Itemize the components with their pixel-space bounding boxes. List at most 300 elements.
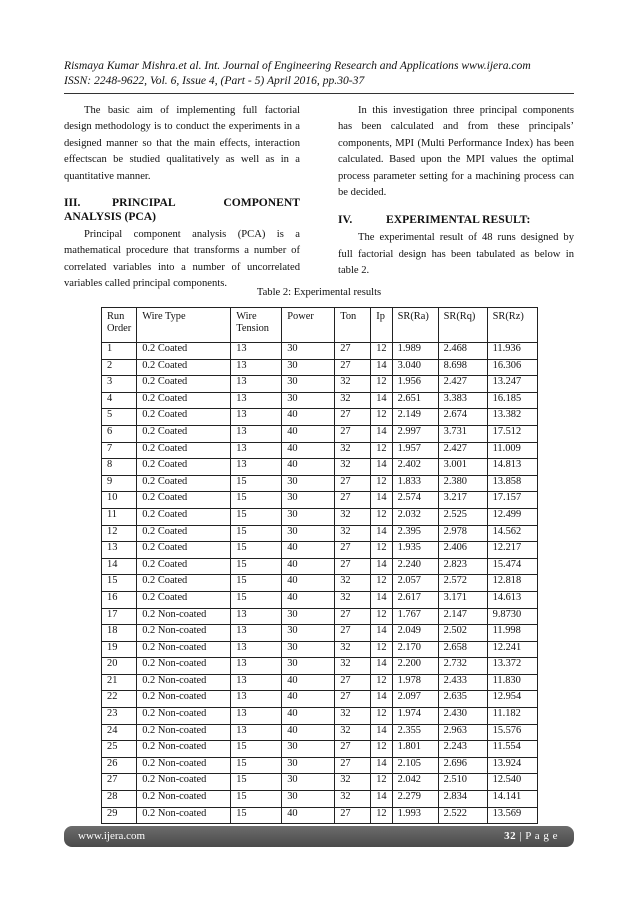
wire-tension-cell: 13	[231, 376, 282, 393]
run-order-cell: 16	[102, 591, 137, 608]
ip-cell: 14	[371, 359, 392, 376]
ton-cell: 27	[335, 492, 371, 509]
sr-rz-cell: 12.818	[487, 575, 537, 592]
table-row	[102, 724, 538, 741]
run-order-cell: 3	[102, 376, 137, 393]
ton-cell: 32	[335, 575, 371, 592]
ip-cell: 14	[371, 459, 392, 476]
ton-cell: 27	[335, 674, 371, 691]
wire-type-cell: 0.2 Coated	[137, 359, 231, 376]
section-title: EXPERIMENTAL RESULT:	[386, 213, 531, 227]
sr-rq-cell: 2.963	[438, 724, 487, 741]
power-cell: 30	[282, 625, 335, 642]
sr-rq-cell: 2.572	[438, 575, 487, 592]
power-cell: 40	[282, 575, 335, 592]
sr-rq-cell: 2.510	[438, 774, 487, 791]
run-order-cell: 25	[102, 741, 137, 758]
wire-type-cell: 0.2 Non-coated	[137, 674, 231, 691]
ip-cell: 14	[371, 525, 392, 542]
run-order-cell: 4	[102, 392, 137, 409]
wire-tension-cell: 15	[231, 591, 282, 608]
ton-cell: 27	[335, 741, 371, 758]
sr-ra-cell: 2.200	[392, 658, 438, 675]
wire-type-cell: 0.2 Coated	[137, 409, 231, 426]
header-wire-type: Wire Type	[137, 308, 231, 343]
sr-rz-cell: 13.247	[487, 376, 537, 393]
table-row	[102, 359, 538, 376]
sr-ra-cell: 1.978	[392, 674, 438, 691]
power-cell: 30	[282, 658, 335, 675]
sr-rq-cell: 3.171	[438, 591, 487, 608]
footer-url: www.ijera.com	[78, 830, 146, 842]
sr-rq-cell: 2.525	[438, 508, 487, 525]
sr-rz-cell: 15.576	[487, 724, 537, 741]
run-order-cell: 17	[102, 608, 137, 625]
ip-cell: 12	[371, 409, 392, 426]
table-row	[102, 774, 538, 791]
power-cell: 40	[282, 674, 335, 691]
section-number: III.	[64, 196, 81, 210]
sr-ra-cell: 1.974	[392, 708, 438, 725]
table-row	[102, 442, 538, 459]
sr-rq-cell: 2.433	[438, 674, 487, 691]
table-body	[102, 343, 538, 824]
table-row	[102, 674, 538, 691]
sr-rz-cell: 14.813	[487, 459, 537, 476]
power-cell: 30	[282, 525, 335, 542]
paragraph-investigation: In this investigation three principal components has been calculated and from these principals’ components, MPI (Multi Performance Index) has been calculated. Based upon the MPI values the optimal process parameter setting for a machining process can be decided.	[338, 105, 574, 199]
power-cell: 30	[282, 741, 335, 758]
wire-tension-cell: 13	[231, 409, 282, 426]
ton-cell: 27	[335, 359, 371, 376]
ton-cell: 27	[335, 558, 371, 575]
run-order-cell: 18	[102, 625, 137, 642]
header-ton: Ton	[335, 308, 371, 343]
ton-cell: 32	[335, 525, 371, 542]
wire-tension-cell: 15	[231, 508, 282, 525]
page-footer	[64, 826, 574, 847]
ton-cell: 32	[335, 442, 371, 459]
wire-type-cell: 0.2 Coated	[137, 442, 231, 459]
sr-ra-cell: 2.042	[392, 774, 438, 791]
ton-cell: 27	[335, 409, 371, 426]
wire-tension-cell: 15	[231, 741, 282, 758]
left-column	[64, 103, 300, 293]
sr-ra-cell: 2.279	[392, 791, 438, 808]
ip-cell: 14	[371, 425, 392, 442]
run-order-cell: 7	[102, 442, 137, 459]
ton-cell: 32	[335, 708, 371, 725]
sr-ra-cell: 1.833	[392, 475, 438, 492]
sr-rq-cell: 2.430	[438, 708, 487, 725]
table-row	[102, 691, 538, 708]
table-caption: Table 2: Experimental results	[256, 287, 382, 298]
ip-cell: 12	[371, 508, 392, 525]
wire-type-cell: 0.2 Coated	[137, 392, 231, 409]
sr-ra-cell: 2.617	[392, 591, 438, 608]
wire-type-cell: 0.2 Non-coated	[137, 708, 231, 725]
sr-rq-cell: 2.468	[438, 343, 487, 360]
power-cell: 30	[282, 774, 335, 791]
wire-tension-cell: 15	[231, 757, 282, 774]
sr-rq-cell: 2.834	[438, 791, 487, 808]
power-cell: 30	[282, 392, 335, 409]
table-row	[102, 625, 538, 642]
table-row	[102, 459, 538, 476]
power-cell: 40	[282, 542, 335, 559]
power-cell: 30	[282, 608, 335, 625]
sr-rq-cell: 2.522	[438, 807, 487, 824]
sr-rz-cell: 9.8730	[487, 608, 537, 625]
run-order-cell: 24	[102, 724, 137, 741]
sr-rz-cell: 13.569	[487, 807, 537, 824]
ton-cell: 27	[335, 343, 371, 360]
sr-ra-cell: 2.240	[392, 558, 438, 575]
sr-ra-cell: 1.767	[392, 608, 438, 625]
ip-cell: 14	[371, 691, 392, 708]
power-cell: 40	[282, 708, 335, 725]
section-number: IV.	[338, 213, 353, 227]
sr-ra-cell: 1.993	[392, 807, 438, 824]
sr-rq-cell: 2.696	[438, 757, 487, 774]
table-row	[102, 492, 538, 509]
sr-rz-cell: 11.936	[487, 343, 537, 360]
table-row	[102, 591, 538, 608]
sr-ra-cell: 2.402	[392, 459, 438, 476]
power-cell: 30	[282, 508, 335, 525]
ip-cell: 12	[371, 442, 392, 459]
wire-tension-cell: 15	[231, 575, 282, 592]
table-row	[102, 542, 538, 559]
ip-cell: 14	[371, 757, 392, 774]
page-indicator	[504, 830, 558, 842]
header-sr-ra: SR(Ra)	[392, 308, 438, 343]
run-order-cell: 9	[102, 475, 137, 492]
wire-type-cell: 0.2 Non-coated	[137, 774, 231, 791]
table-row	[102, 392, 538, 409]
sr-ra-cell: 2.997	[392, 425, 438, 442]
section-heading-pca	[64, 196, 300, 224]
sr-ra-cell: 1.956	[392, 376, 438, 393]
ton-cell: 32	[335, 724, 371, 741]
wire-type-cell: 0.2 Coated	[137, 425, 231, 442]
ip-cell: 12	[371, 807, 392, 824]
sr-ra-cell: 3.040	[392, 359, 438, 376]
sr-rz-cell: 12.954	[487, 691, 537, 708]
run-order-cell: 22	[102, 691, 137, 708]
wire-type-cell: 0.2 Non-coated	[137, 807, 231, 824]
power-cell: 40	[282, 442, 335, 459]
experimental-results-table	[101, 307, 538, 824]
header-ip: Ip	[371, 308, 392, 343]
sr-rq-cell: 2.380	[438, 475, 487, 492]
run-order-cell: 8	[102, 459, 137, 476]
wire-type-cell: 0.2 Coated	[137, 475, 231, 492]
sr-rq-cell: 3.217	[438, 492, 487, 509]
page-label: | P a g e	[516, 830, 558, 842]
sr-rq-cell: 2.823	[438, 558, 487, 575]
section-title: PRINCIPAL COMPONENT ANALYSIS (PCA)	[64, 196, 300, 224]
wire-tension-cell: 13	[231, 625, 282, 642]
ton-cell: 32	[335, 774, 371, 791]
run-order-cell: 2	[102, 359, 137, 376]
sr-rq-cell: 2.147	[438, 608, 487, 625]
ton-cell: 27	[335, 608, 371, 625]
ton-cell: 27	[335, 757, 371, 774]
power-cell: 30	[282, 757, 335, 774]
ton-cell: 27	[335, 475, 371, 492]
wire-type-cell: 0.2 Non-coated	[137, 741, 231, 758]
ton-cell: 32	[335, 791, 371, 808]
ip-cell: 12	[371, 641, 392, 658]
power-cell: 30	[282, 343, 335, 360]
wire-tension-cell: 13	[231, 658, 282, 675]
sr-ra-cell: 2.097	[392, 691, 438, 708]
sr-rz-cell: 12.241	[487, 641, 537, 658]
sr-rq-cell: 3.383	[438, 392, 487, 409]
run-order-cell: 29	[102, 807, 137, 824]
sr-rq-cell: 2.406	[438, 542, 487, 559]
ton-cell: 32	[335, 392, 371, 409]
run-order-cell: 15	[102, 575, 137, 592]
table-header-row	[102, 308, 538, 343]
run-order-cell: 12	[102, 525, 137, 542]
run-order-cell: 1	[102, 343, 137, 360]
ton-cell: 27	[335, 625, 371, 642]
sr-rq-cell: 2.658	[438, 641, 487, 658]
ip-cell: 12	[371, 708, 392, 725]
run-order-cell: 23	[102, 708, 137, 725]
power-cell: 30	[282, 791, 335, 808]
power-cell: 40	[282, 409, 335, 426]
wire-type-cell: 0.2 Coated	[137, 459, 231, 476]
wire-tension-cell: 13	[231, 425, 282, 442]
sr-rq-cell: 3.001	[438, 459, 487, 476]
ton-cell: 32	[335, 508, 371, 525]
sr-ra-cell: 2.057	[392, 575, 438, 592]
sr-rz-cell: 12.499	[487, 508, 537, 525]
table-row	[102, 409, 538, 426]
sr-rq-cell: 2.427	[438, 442, 487, 459]
wire-tension-cell: 15	[231, 542, 282, 559]
sr-ra-cell: 2.170	[392, 641, 438, 658]
power-cell: 30	[282, 641, 335, 658]
wire-type-cell: 0.2 Non-coated	[137, 641, 231, 658]
sr-rz-cell: 14.141	[487, 791, 537, 808]
ip-cell: 12	[371, 343, 392, 360]
wire-type-cell: 0.2 Coated	[137, 343, 231, 360]
sr-ra-cell: 2.105	[392, 757, 438, 774]
sr-rq-cell: 8.698	[438, 359, 487, 376]
table-row	[102, 475, 538, 492]
section-heading-experimental	[338, 213, 574, 227]
sr-rq-cell: 2.635	[438, 691, 487, 708]
sr-ra-cell: 2.395	[392, 525, 438, 542]
sr-ra-cell: 2.049	[392, 625, 438, 642]
header-sr-rz: SR(Rz)	[487, 308, 537, 343]
table-row	[102, 741, 538, 758]
ton-cell: 32	[335, 658, 371, 675]
ton-cell: 32	[335, 376, 371, 393]
run-order-cell: 26	[102, 757, 137, 774]
running-header	[64, 58, 574, 88]
sr-rq-cell: 2.502	[438, 625, 487, 642]
wire-type-cell: 0.2 Non-coated	[137, 625, 231, 642]
table-row	[102, 525, 538, 542]
header-run-order: Run Order	[102, 308, 137, 343]
run-order-cell: 21	[102, 674, 137, 691]
sr-rz-cell: 14.562	[487, 525, 537, 542]
sr-ra-cell: 1.989	[392, 343, 438, 360]
sr-rz-cell: 11.830	[487, 674, 537, 691]
sr-ra-cell: 1.957	[392, 442, 438, 459]
ip-cell: 14	[371, 724, 392, 741]
ip-cell: 12	[371, 741, 392, 758]
sr-rq-cell: 3.731	[438, 425, 487, 442]
wire-tension-cell: 15	[231, 525, 282, 542]
wire-tension-cell: 13	[231, 392, 282, 409]
sr-rz-cell: 11.009	[487, 442, 537, 459]
table-row	[102, 575, 538, 592]
issn-line: ISSN: 2248-9622, Vol. 6, Issue 4, (Part - 5) April 2016, pp.30-37	[64, 74, 365, 87]
header-power: Power	[282, 308, 335, 343]
sr-rz-cell: 16.185	[487, 392, 537, 409]
wire-type-cell: 0.2 Non-coated	[137, 608, 231, 625]
ton-cell: 27	[335, 542, 371, 559]
ton-cell: 27	[335, 691, 371, 708]
sr-rz-cell: 11.998	[487, 625, 537, 642]
power-cell: 30	[282, 376, 335, 393]
sr-ra-cell: 2.032	[392, 508, 438, 525]
sr-rz-cell: 13.372	[487, 658, 537, 675]
sr-rz-cell: 13.858	[487, 475, 537, 492]
sr-rq-cell: 2.978	[438, 525, 487, 542]
power-cell: 40	[282, 724, 335, 741]
run-order-cell: 6	[102, 425, 137, 442]
wire-type-cell: 0.2 Coated	[137, 575, 231, 592]
sr-rz-cell: 11.554	[487, 741, 537, 758]
right-column	[338, 103, 574, 280]
sr-rq-cell: 2.427	[438, 376, 487, 393]
ip-cell: 12	[371, 376, 392, 393]
sr-rz-cell: 15.474	[487, 558, 537, 575]
table-row	[102, 757, 538, 774]
ip-cell: 14	[371, 658, 392, 675]
ton-cell: 32	[335, 591, 371, 608]
run-order-cell: 20	[102, 658, 137, 675]
sr-rz-cell: 12.217	[487, 542, 537, 559]
wire-type-cell: 0.2 Coated	[137, 591, 231, 608]
ton-cell: 32	[335, 641, 371, 658]
run-order-cell: 10	[102, 492, 137, 509]
power-cell: 30	[282, 359, 335, 376]
run-order-cell: 5	[102, 409, 137, 426]
wire-type-cell: 0.2 Non-coated	[137, 791, 231, 808]
page-number: 32	[504, 830, 517, 842]
ip-cell: 14	[371, 392, 392, 409]
wire-type-cell: 0.2 Non-coated	[137, 691, 231, 708]
sr-rq-cell: 2.243	[438, 741, 487, 758]
wire-tension-cell: 15	[231, 558, 282, 575]
header-rule	[64, 93, 574, 94]
run-order-cell: 13	[102, 542, 137, 559]
ip-cell: 12	[371, 608, 392, 625]
ip-cell: 12	[371, 774, 392, 791]
power-cell: 40	[282, 425, 335, 442]
ton-cell: 27	[335, 807, 371, 824]
table-row	[102, 608, 538, 625]
power-cell: 30	[282, 475, 335, 492]
sr-rq-cell: 2.674	[438, 409, 487, 426]
run-order-cell: 11	[102, 508, 137, 525]
run-order-cell: 14	[102, 558, 137, 575]
sr-ra-cell: 1.935	[392, 542, 438, 559]
header-wire-tension: Wire Tension	[231, 308, 282, 343]
sr-rz-cell: 13.924	[487, 757, 537, 774]
wire-type-cell: 0.2 Coated	[137, 492, 231, 509]
run-order-cell: 27	[102, 774, 137, 791]
journal-citation: Rismaya Kumar Mishra.et al. Int. Journal of Engineering Research and Applications www.ijera.com	[64, 59, 531, 72]
wire-type-cell: 0.2 Non-coated	[137, 757, 231, 774]
wire-tension-cell: 15	[231, 492, 282, 509]
wire-tension-cell: 13	[231, 442, 282, 459]
power-cell: 40	[282, 558, 335, 575]
table-row	[102, 658, 538, 675]
table-row	[102, 425, 538, 442]
power-cell: 40	[282, 691, 335, 708]
run-order-cell: 28	[102, 791, 137, 808]
ip-cell: 12	[371, 575, 392, 592]
table-row	[102, 558, 538, 575]
power-cell: 40	[282, 459, 335, 476]
sr-rz-cell: 16.306	[487, 359, 537, 376]
sr-ra-cell: 2.149	[392, 409, 438, 426]
sr-rz-cell: 17.512	[487, 425, 537, 442]
ip-cell: 12	[371, 475, 392, 492]
sr-ra-cell: 2.651	[392, 392, 438, 409]
wire-tension-cell: 13	[231, 641, 282, 658]
header-sr-rq: SR(Rq)	[438, 308, 487, 343]
table-row	[102, 791, 538, 808]
wire-tension-cell: 13	[231, 674, 282, 691]
ton-cell: 27	[335, 425, 371, 442]
table-row	[102, 376, 538, 393]
wire-type-cell: 0.2 Coated	[137, 376, 231, 393]
wire-tension-cell: 15	[231, 807, 282, 824]
sr-rz-cell: 12.540	[487, 774, 537, 791]
wire-tension-cell: 13	[231, 724, 282, 741]
sr-ra-cell: 1.801	[392, 741, 438, 758]
table-row	[102, 807, 538, 824]
paragraph-factorial-design: The basic aim of implementing full factorial design methodology is to conduct the experiments in a designed manner so that the main effects, interaction effectscan be studied qualitatively as well as in a quantitative manner.	[64, 105, 300, 182]
wire-type-cell: 0.2 Coated	[137, 558, 231, 575]
table-row	[102, 641, 538, 658]
ip-cell: 14	[371, 591, 392, 608]
ip-cell: 12	[371, 674, 392, 691]
wire-tension-cell: 13	[231, 359, 282, 376]
ip-cell: 12	[371, 542, 392, 559]
sr-rz-cell: 14.613	[487, 591, 537, 608]
run-order-cell: 19	[102, 641, 137, 658]
ip-cell: 14	[371, 625, 392, 642]
wire-tension-cell: 13	[231, 608, 282, 625]
wire-tension-cell: 13	[231, 459, 282, 476]
sr-rz-cell: 13.382	[487, 409, 537, 426]
wire-tension-cell: 13	[231, 691, 282, 708]
sr-ra-cell: 2.355	[392, 724, 438, 741]
table-row	[102, 508, 538, 525]
sr-ra-cell: 2.574	[392, 492, 438, 509]
